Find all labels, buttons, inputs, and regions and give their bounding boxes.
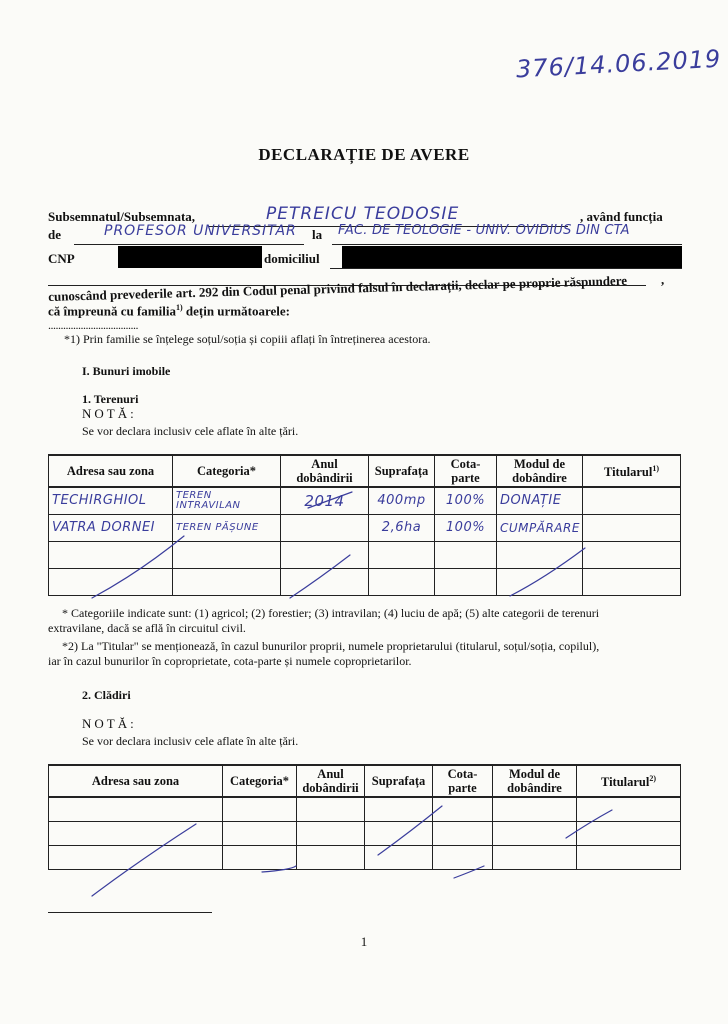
- buildings-table: [48, 764, 681, 870]
- land-table-header: [49, 455, 681, 487]
- table-row: [49, 487, 681, 514]
- cell-address: [49, 797, 223, 821]
- nota-label: NOTĂ:: [82, 406, 137, 421]
- col-acquisition: Modul de dobândire: [493, 765, 577, 797]
- cell-area: [369, 568, 435, 595]
- cell-share: [433, 821, 493, 845]
- cell-acquisition: [497, 541, 583, 568]
- col-share: Cota-parte: [433, 765, 493, 797]
- col-holder: Titularul$^{1)}$: [583, 455, 681, 487]
- land-table: [48, 454, 681, 596]
- page-number: 1: [360, 934, 368, 949]
- cell-acquisition: CUMPĂRARE: [497, 514, 583, 541]
- cell-acquisition: [493, 845, 577, 869]
- function-label: , având funcția: [580, 209, 663, 224]
- col-area: Suprafața: [369, 455, 435, 487]
- table-row: [49, 797, 681, 821]
- cell-share: [435, 568, 497, 595]
- cell-area: [365, 797, 433, 821]
- category-footnote: * Categoriile indicate sunt: (1) agricol; (2) forestier; (3) intravilan; (4) luciu de apă; (5) alte categorii de terenuri: [62, 606, 600, 620]
- cell-acquisition: [493, 821, 577, 845]
- table-row: [49, 845, 681, 869]
- footnote-separator: [48, 912, 212, 913]
- cell-area: [365, 845, 433, 869]
- declarant-institution: FAC. DE TEOLOGIE - UNIV. OVIDIUS DIN CTA: [338, 223, 630, 238]
- table-row: [49, 821, 681, 845]
- de-label: de: [48, 227, 61, 242]
- cell-acquisition: DONAȚIE: [497, 487, 583, 514]
- cell-category: TEREN INTRAVILAN: [173, 487, 281, 514]
- document-title: DECLARAȚIE DE AVERE: [258, 145, 470, 164]
- cell-acquisition: [493, 797, 577, 821]
- col-area: Suprafața: [365, 765, 433, 797]
- cell-year: [281, 514, 369, 541]
- intro-dots: ....................................: [48, 318, 138, 332]
- comma-mark: ,: [661, 272, 665, 287]
- cell-holder: [583, 514, 681, 541]
- col-address: Adresa sau zona: [49, 455, 173, 487]
- cell-category: [173, 568, 281, 595]
- cell-share: [435, 541, 497, 568]
- cell-category: [223, 845, 297, 869]
- domicile-redacted: [342, 246, 682, 268]
- cell-address: [49, 821, 223, 845]
- cell-category: TEREN PĂȘUNE: [173, 514, 281, 541]
- col-address: Adresa sau zona: [49, 765, 223, 797]
- cell-acquisition: [497, 568, 583, 595]
- cell-area: [365, 821, 433, 845]
- intro-line-2: că împreună cu familia$^{1)}$ dețin următoarele:: [48, 303, 290, 319]
- family-footnote: *1) Prin familie se înțelege soțul/soția și copiii aflați în întreținerea acestora.: [64, 332, 431, 346]
- cell-holder: [583, 568, 681, 595]
- declarant-name: PETREICU TEODOSIE: [266, 204, 460, 224]
- cell-category: [223, 821, 297, 845]
- col-category: Categoria*: [173, 455, 281, 487]
- cell-address: [49, 845, 223, 869]
- cell-share: 100%: [435, 514, 497, 541]
- col-year: Anul dobândirii: [281, 455, 369, 487]
- cell-share: [433, 845, 493, 869]
- cell-area: 2,6ha: [369, 514, 435, 541]
- declarant-label: Subsemnatul/Subsemnata,: [48, 209, 196, 224]
- col-year: Anul dobândirii: [297, 765, 365, 797]
- intro-line-1: cunoscând prevederile art. 292 din Codul penal privind falsul în declarații, declar pe proprie răspundere: [48, 272, 628, 304]
- section-heading: I. Bunuri imobile: [82, 364, 171, 378]
- nota-text: Se vor declara inclusiv cele aflate în alte țări.: [82, 734, 299, 748]
- cell-year: [297, 821, 365, 845]
- subsection-heading-land: 1. Terenuri: [82, 392, 139, 406]
- cell-category: [223, 797, 297, 821]
- cell-share: [433, 797, 493, 821]
- cell-share: 100%: [435, 487, 497, 514]
- cell-year: [281, 568, 369, 595]
- category-footnote-cont: extravilane, dacă se află în circuitul civil.: [48, 621, 246, 635]
- cell-address: TECHIRGHIOL: [49, 487, 173, 514]
- function-underline: [74, 244, 304, 245]
- cell-holder: [577, 797, 681, 821]
- cell-year: [297, 797, 365, 821]
- col-share: Cota-parte: [435, 455, 497, 487]
- nota-label: NOTĂ:: [82, 716, 137, 731]
- holder-footnote-cont: iar în cazul bunurilor în coproprietate, cota-parte și numele coproprietarilor.: [48, 654, 412, 668]
- cell-year: 2014: [281, 487, 369, 514]
- buildings-table-header: [49, 765, 681, 797]
- declarant-function: PROFESOR UNIVERSITAR: [104, 223, 297, 239]
- col-category: Categoria*: [223, 765, 297, 797]
- cnp-redacted: [118, 246, 262, 268]
- cell-holder: [577, 845, 681, 869]
- nota-text: Se vor declara inclusiv cele aflate în alte țări.: [82, 424, 299, 438]
- cell-holder: [577, 821, 681, 845]
- cell-address: [49, 541, 173, 568]
- registration-number: 376/14.06.2019: [515, 44, 722, 84]
- cell-year: [297, 845, 365, 869]
- subsection-heading-buildings: 2. Clădiri: [82, 688, 131, 702]
- table-row: [49, 514, 681, 541]
- table-row: [49, 568, 681, 595]
- la-label: la: [312, 227, 323, 242]
- cell-year: [281, 541, 369, 568]
- holder-footnote: *2) La "Titular" se menționează, în cazul bunurilor proprii, numele proprietarului (titularul, soțul/soția, copilul),: [62, 639, 600, 653]
- cell-address: [49, 568, 173, 595]
- col-holder: Titularul$^{2)}$: [577, 765, 681, 797]
- cell-address: VATRA DORNEI: [49, 514, 173, 541]
- cell-area: 400mp: [369, 487, 435, 514]
- institution-underline: [332, 244, 682, 245]
- col-acquisition: Modul de dobândire: [497, 455, 583, 487]
- table-row: [49, 541, 681, 568]
- cnp-label: CNP: [48, 251, 75, 266]
- cell-holder: [583, 541, 681, 568]
- domicile-label: domiciliul: [264, 251, 320, 266]
- cell-holder: [583, 487, 681, 514]
- domicile-underline: [330, 268, 682, 269]
- cell-category: [173, 541, 281, 568]
- cell-area: [369, 541, 435, 568]
